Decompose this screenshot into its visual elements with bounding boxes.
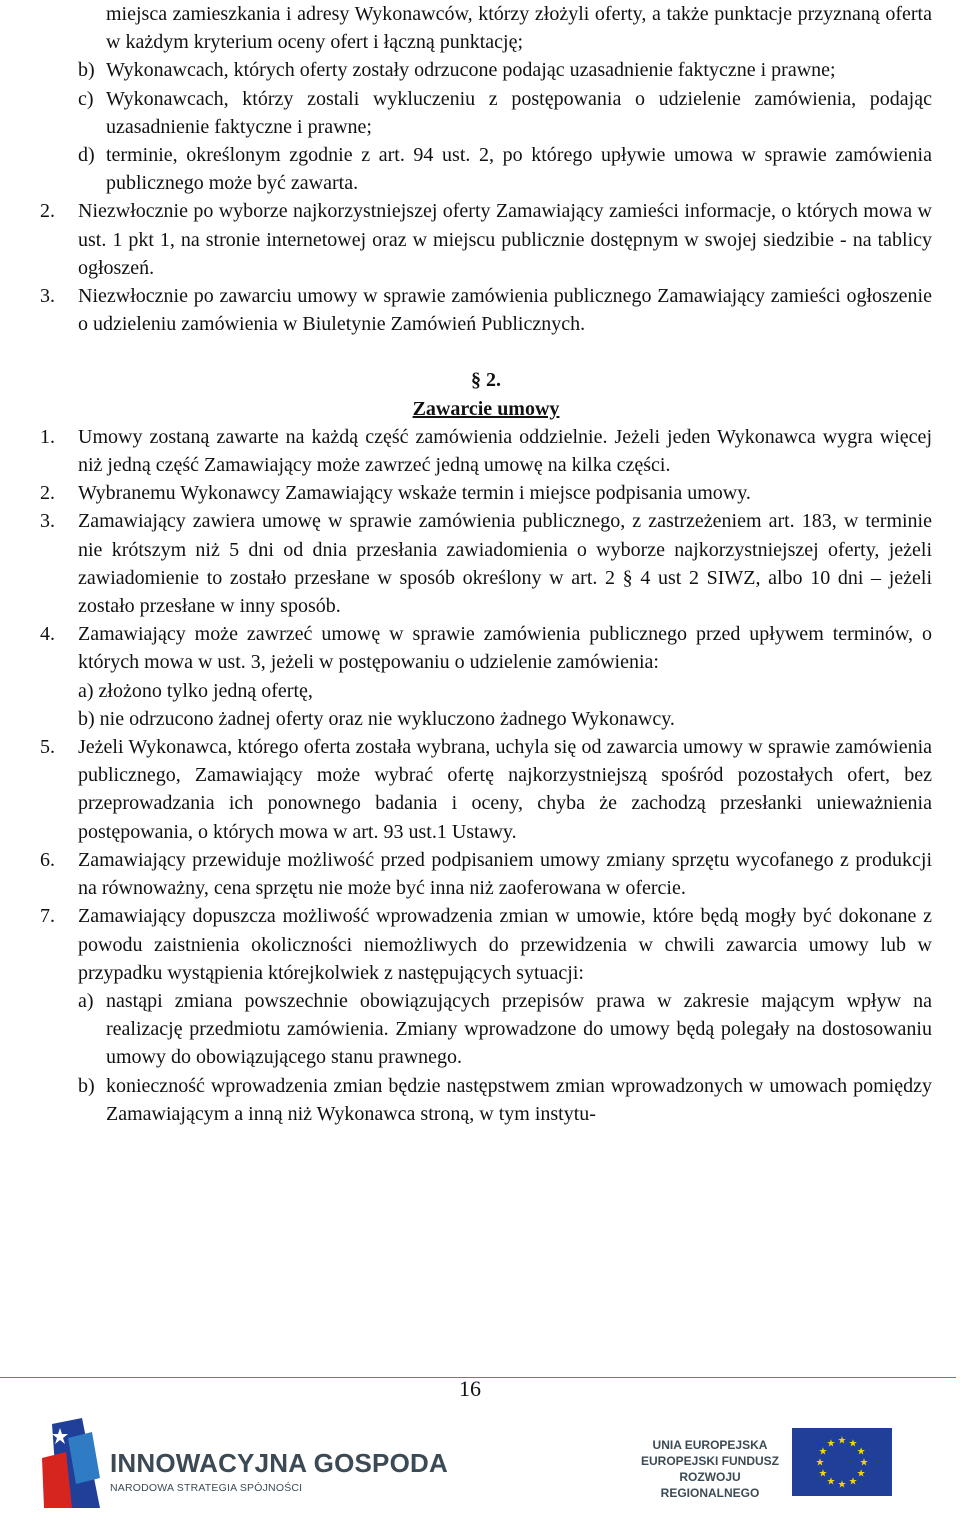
list-marker: 3. (40, 510, 55, 533)
list-marker: 3. (40, 285, 55, 308)
list-item-2 (40, 197, 932, 282)
document-body (40, 0, 932, 1128)
continuation-text: miejsca zamieszkania i adresy Wykonawców, którzy złożyli oferty, a także punktacje przyznaną oferta w każdym kryterium oceny ofert i łączną punktację; (106, 3, 932, 54)
list-item-text: Umowy zostaną zawarte na każdą część zamówienia oddzielnie. Jeżeli jeden Wykonawca wygra więcej niż jedną część Zamawiający może zawrzeć jedną umowę na kilka części. (78, 425, 932, 477)
section-item-7b (40, 1072, 932, 1128)
list-item-text: Wybranemu Wykonawcy Zamawiający wskaże termin i miejsce podpisania umowy. (78, 482, 751, 505)
eu-star-icon: ★ (818, 1446, 828, 1458)
section-item-7 (40, 902, 932, 987)
list-marker: c) (78, 87, 94, 110)
right-brand-line3: ROZWOJU REGIONALNEGO (660, 1470, 760, 1500)
list-marker: 4. (40, 623, 55, 646)
right-brand-line2: EUROPEJSKI FUNDUSZ (640, 1454, 780, 1468)
notify-item-c (40, 85, 932, 141)
innowacyjna-gospodarka-logo-icon (38, 1418, 102, 1508)
list-item-text: Zamawiający dopuszcza możliwość wprowadzenia zmian w umowie, które będą mogły być dokonane z powodu zaistnienia okoliczności niemożliwych do przewidzenia w chwili zawarcia umowy lub w przypadku wystąpienia którejkolwiek z następujących sytuacji: (78, 905, 932, 984)
sub-item-text: nastąpi zmiana powszechnie obowiązujących przepisów prawa w zakresie mającym wpływ na realizację przedmiotu zamówienia. Zmiany wprowadzone do umowy będą polegały na dostosowaniu umowy do obowiązującego stanu prawnego. (106, 989, 932, 1069)
list-marker: a) (78, 989, 94, 1012)
list-item-text: terminie, określonym zgodnie z art. 94 ust. 2, po którego upływie umowa w sprawie zamówienia publicznego może być zawarta. (106, 144, 932, 195)
list-marker: 2. (40, 482, 55, 505)
list-item-text: Niezwłocznie po wyborze najkorzystniejszej oferty Zamawiający zamieści informacje, o których mowa w ust. 1 pkt 1, na stronie internetowej oraz w miejscu publicznie dostępnym w swojej siedzibie - na tablicy ogłoszeń. (78, 200, 932, 279)
list-marker: d) (78, 144, 95, 167)
left-brand-subtitle: NARODOWA STRATEGIA SPÓJNOŚCI (110, 1482, 303, 1494)
section-item-7a (40, 987, 932, 1072)
section-item-3 (40, 507, 932, 620)
section-item-5 (40, 733, 932, 846)
section-item-4a (40, 677, 932, 705)
section-item-4 (40, 620, 932, 676)
section-number: § 2. (471, 369, 501, 392)
eu-star-icon: ★ (856, 1468, 866, 1480)
section-title: Zawarcie umowy (412, 397, 560, 420)
list-item-text: Zamawiający zawiera umowę w sprawie zamówienia publicznego, z zastrzeżeniem art. 183, w terminie nie krótszym niż 5 dni od dnia przesłania zawiadomienia o wyborze najkorzystniejszej oferty, jeżeli zawiadomienie to zostało przesłane w sposób określony w art. 2 § 4 ust 2 SIWZ, albo 10 dni – jeżeli zostało przesłane w inny sposób. (78, 510, 932, 618)
sub-item-text: konieczność wprowadzenia zmian będzie następstwem zmian wprowadzonych w umowach pomiędzy Zamawiającym a inną niż Wykonawca stroną, w tym instytu- (106, 1074, 932, 1125)
eu-star-icon: ★ (856, 1446, 866, 1458)
list-marker: 7. (40, 905, 55, 928)
eu-flag-icon (792, 1428, 892, 1496)
eu-star-icon: ★ (826, 1438, 836, 1450)
section-item-6 (40, 846, 932, 902)
eu-star-icon: ★ (859, 1457, 869, 1469)
left-brand (110, 1448, 448, 1494)
continuation-paragraph (40, 0, 932, 56)
eu-star-icon: ★ (826, 1476, 836, 1488)
eu-star-icon: ★ (848, 1438, 858, 1450)
left-brand-title: INNOWACYJNA GOSPODA (110, 1448, 448, 1478)
eu-star-icon: ★ (818, 1468, 828, 1480)
section-item-1 (40, 423, 932, 479)
sub-item-text: b) nie odrzucono żadnej oferty oraz nie wykluczono żadnego Wykonawcy. (78, 707, 675, 730)
list-item-text: Zamawiający może zawrzeć umowę w sprawie zamówienia publicznego przed upływem terminów, o których mowa w ust. 3, jeżeli w postępowaniu o udzielenie zamówienia: (78, 623, 932, 674)
list-marker: 6. (40, 848, 55, 871)
list-marker: b) (78, 1074, 95, 1097)
list-item-3 (40, 282, 932, 338)
list-item-text: Zamawiający przewiduje możliwość przed podpisaniem umowy zmiany sprzętu wycofanego z produkcji na równoważny, cena sprzętu nie może być inna niż zaoferowana w ofercie. (78, 848, 932, 900)
section-item-2 (40, 479, 932, 507)
list-item-text: Jeżeli Wykonawca, którego oferta została wybrana, uchyla się od zawarcia umowy w sprawie zamówienia publicznego, Zamawiający może wybrać ofertę najkorzystniejszą spośród pozostałych ofert, bez przeprowadzania ich ponownego badania i oceny, chyba że zachodzą przesłanki unieważnienia postępowania, o których mowa w art. 93 ust.1 Ustawy. (78, 736, 932, 843)
list-item-text: Niezwłocznie po zawarciu umowy w sprawie zamówienia publicznego Zamawiający zamieści ogłoszenie o udzieleniu zamówienia w Biuletynie Zamówień Publicznych. (78, 285, 932, 336)
right-brand-line1: UNIA EUROPEJSKA (652, 1438, 768, 1452)
page-number: 16 (459, 1376, 481, 1401)
right-brand (640, 1437, 780, 1501)
list-marker: b) (78, 59, 95, 82)
notify-item-b (40, 56, 932, 84)
sub-item-text: a) złożono tylko jedną ofertę, (78, 679, 313, 702)
list-marker: 2. (40, 200, 55, 223)
list-item-text: Wykonawcach, którzy zostali wykluczeniu z postępowania o udzielenie zamówienia, podając uzasadnienie faktyczne i prawne; (106, 87, 932, 138)
eu-star-icon: ★ (837, 1435, 847, 1447)
notify-item-d (40, 141, 932, 197)
eu-star-icon: ★ (848, 1476, 858, 1488)
list-item-text: Wykonawcach, których oferty zostały odrzucone podając uzasadnienie faktyczne i prawne; (106, 59, 836, 82)
eu-star-icon: ★ (837, 1479, 847, 1491)
eu-star-icon: ★ (815, 1457, 825, 1469)
section-item-4b (40, 705, 932, 733)
list-marker: 1. (40, 425, 55, 448)
list-marker: 5. (40, 736, 55, 759)
